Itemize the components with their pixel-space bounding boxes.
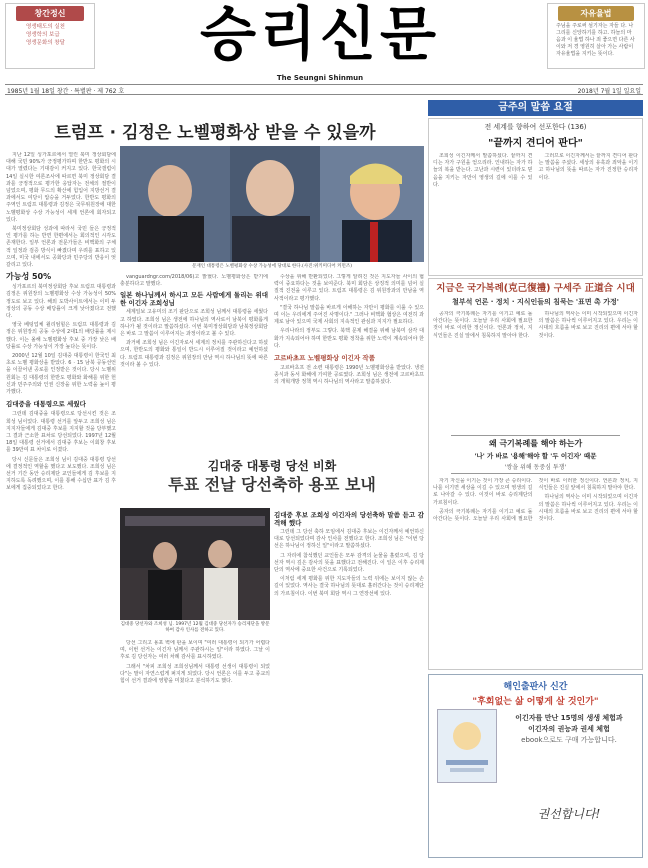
article-column-3	[274, 274, 424, 454]
creed-line-3: 영생문화의 창달	[26, 40, 65, 46]
article-paragraph: 공자의 극기복례는 자기를 이기고 예로 돌아간다는 뜻이다. 오늘날 우리 사회에 필요한 것이 바로 이러한 정신이다. 언론과 정치, 지식인들은 진실 앞에서 침묵하지 말아야 한다.	[433, 478, 638, 523]
article-paragraph: 공자의 극기복례는 자기를 이기고 예로 돌아간다는 뜻이다. 오늘날 우리 사회에 필요한 것이 바로 이러한 정신이다. 언론과 정치, 지식인들은 진실 앞에서 침묵하지 말아야 한다.	[433, 311, 533, 339]
summit-leaders-photo	[120, 146, 424, 262]
freedom-law-heading: 자유율법	[558, 6, 634, 21]
article-paragraph: 그 자리에 참석했던 교인들은 모두 감격의 눈물을 흘렸으며, 김 당선자 역시 깊은 감사의 뜻을 표했다고 전해진다. 이 일은 이후 승리제단의 역사에 중요한 사건으로 기록되었다.	[274, 552, 424, 574]
subheading-gorbachev: 고르바초프 노벨평화상 이긴자 작품	[274, 354, 375, 363]
ad-title: "후회없는 삶 어떻게 살 것인가"	[472, 697, 599, 707]
restraint-subtitle: 철부석 언론 · 정치 · 지식인들의 침묵는 '표면 촉 가정'	[452, 298, 619, 306]
article-paragraph: 싱가포르의 북미정상회담 후보 트럼프 대통령과 김정은 위원장의 노벨평화상 수상 가능성이 50% 정도로 보고 있다. 해외 도박사이트에서는 이미 두 정상의 공동 수상 배당률이 크게 낮아졌다고 전했다.	[6, 284, 116, 320]
leaders-photo-image	[120, 146, 424, 262]
subheading-congrats: 김대중 후보 조희성 이긴자의 당선축하 말씀 듣고 감격해 했다	[274, 511, 424, 527]
article-column-2-lower	[120, 640, 270, 852]
main-headline: 트럼프 · 김정은 노벨평화상 받을 수 있을까	[54, 123, 376, 143]
dj-photo-caption: 김대중 당선자와 조희성 님. 1997년 12월 김대중 당선자가 승리제단을 방문하여 감사 인사를 전하고 있다.	[120, 622, 270, 633]
issue-info: 1985년 1월 18일 창간 · 특별판 · 제 762 호	[7, 88, 125, 95]
article-paragraph: 영국 베팅업체 윌리엄힐은 트럼프 대통령과 김정은 위원장의 공동 수상에 2대1의 배당률을 제시했다. 이는 올해 노벨평화상 후보 중 가장 낮은 배당률로 수상 가능성이 가장 높다는 뜻이다.	[6, 322, 116, 350]
book-cover	[437, 709, 497, 783]
restraint-text-lower	[429, 478, 642, 638]
weekly-word-text	[429, 153, 642, 273]
book-advertisement	[428, 674, 643, 858]
article-paragraph: 수상을 위해 반환되었다. 그렇게 알려진 것은 지도자들 사이의 협력이 중요하다는 것을 보여준다. 북미 회담은 상징적 의미를 넘어 실질적 진전을 이루고 있다. 트럼프 대통령은 김 위원장과의 만남을 역사적이라고 평가했다.	[274, 274, 424, 302]
restraint-title: 지금은 국가복례(克己復禮) 구세주 正道合 시대	[436, 283, 635, 294]
article-paragraph: 과거에 조희성 님은 이긴자로서 세계의 정치를 주관하신다고 하셨으며, 한반도의 평화와 통일이 반드시 이루어질 것이라고 예언하셨다. 트럼프 대통령과 김정은 위원장의 만남 역시 하나님의 뜻에 따른 것이라 볼 수 있다.	[120, 340, 268, 368]
article-paragraph: vanguardngr.com/2018/06)고 밝혔다. 노벨평화상은 받기에 충분하다고 말했다.	[120, 274, 268, 288]
ad-lines	[501, 713, 637, 746]
article-paragraph: 하나님의 역사는 이미 시작되었으며 이긴자의 말씀은 하나씩 이루어지고 있다. 우리는 이 시대의 흐름을 바로 보고 진리의 편에 서야 할 것이다.	[538, 311, 638, 339]
dj-victor-photo	[120, 508, 270, 620]
article-paragraph: 세계일보 고유미의 조기 판단으로 조희성 님께서 대통령을 세웠다고 하였다. 조희성 님은 생전에 하나님의 역사로서 남북이 평화롭게 하나가 될 것이라고 말씀하셨다. 이번 북미정상회담과 남북정상회담은 바로 그 말씀이 이루어지는 과정이라고 볼 수 있다.	[120, 309, 268, 338]
article-paragraph: 당시 신문들은 조희성 님이 김대중 대통령 당선에 결정적인 역할을 했다고 보도했다. 조희성 님은 선거 기간 동안 승리제단 교인들에게 김 후보를 지지하도록 독려했으며, 이를 통해 수십만 표가 김 후보에게 집중되었다고 한다.	[6, 456, 116, 492]
creed-box	[5, 3, 95, 69]
article-paragraph: 자기 자신을 이기는 것이 가장 큰 승리이다. 나를 이기면 세상을 이길 수 있으며 영생의 길로 나아갈 수 있다. 이것이 바로 승리제단의 가르침이다.	[433, 478, 533, 506]
article-column-2	[120, 274, 268, 454]
restraint-article-box	[428, 278, 643, 670]
book-cover-image	[438, 710, 496, 782]
lower-headline-2: 투표 전날 당선축하 용포 보내	[168, 475, 376, 494]
ad-heading: 해인출판사 신간	[503, 682, 568, 692]
article-paragraph: 그런데 김대중을 대통령으로 당선시킨 것은 조희성 님이었다. 대통령 선거를 앞두고 조희성 님은 지지자들에게 김대중 후보를 지지할 것을 당부했고 그 결과 근소한 표차로 당선되었다. 1997년 12월 18일 대통령 선거에서 김대중 후보는 이회창 후보를 39만여 표 차이로 이겼다.	[6, 411, 116, 454]
freedom-law-text: 주님을 주로써 섬기자는 자들 다. 나그리를 신앙하기를 하고. 하늘의 마음과 이 율법 하나 죄 좋으면 다른 사이와 저 경 영원히 살아 가는 사람이 자유율법을 지키는 뜻이다.	[556, 23, 635, 57]
restraint-text	[429, 311, 642, 431]
article-paragraph: 우리나라의 정부도 그렇다. 북핵 문제 해결을 위해 남북미 삼각 대화가 지속되어야 하며 한반도 평화 정착을 위한 노력이 계속되어야 한다.	[274, 328, 424, 349]
ad-line-2: 이긴자의 권능과 권세 체험	[528, 725, 610, 733]
article-paragraph: 그래서 "차피 조희성 조희성님께서 대통령 선생이 대통령이 되었다"는 말이 자연스럽게 퍼지게 되었다. 당시 언론은 이를 두고 종교의 힘이 선거 결과에 영향을 미쳤다고 분석하기도 했다.	[120, 663, 270, 685]
article-paragraph: 조희성 이긴자께서 말씀하셨다. 끝까지 견디는 자가 구원을 얻으리라. 인내하는 자가 하늘의 복을 받는다. 고난과 시련이 있더라도 믿음을 지키는 자만이 영생의 길에 이를 수 있다.	[433, 153, 533, 188]
dj-victor-photo-image	[120, 508, 270, 620]
article-paragraph: 그러므로 이긴자께서는 끝까지 견디어 판다는 말씀을 주셨다. 세상의 유혹과 죄악을 이기고 하나님의 뜻을 따르는 자가 진정한 승리자이다.	[538, 153, 638, 181]
article-column-3-lower	[274, 508, 424, 852]
article-paragraph: 당선 그리고 용포 벽에 판을 보이며 "여러 대통령이 되기가 어렵다며, 이번 선거는 이긴자 님께서 주관하시는 일"이라 하였다. 그날 이후로 김 당선자는 여러 차례 감사를 표시하였다.	[120, 640, 270, 661]
creed-line-1: 영생태도의 실천	[26, 24, 65, 30]
article-paragraph: 하나님의 역사는 이미 시작되었으며 이긴자의 말씀은 하나씩 이루어지고 있다. 우리는 이 시대의 흐름을 바로 보고 진리의 편에 서야 할 것이다.	[538, 494, 638, 523]
ad-tagline: 권선합니다!	[537, 807, 601, 821]
article-paragraph: 2000년 12월 10일 김대중 대통령이 한국인 최초로 노벨 평화상을 받았다. 6 · 15 남북 공동선언을 이끌어낸 공로를 인정받은 것이다. 당시 노벨위원회는 김 대통령의 한반도 평화와 화해를 위한 헌신과 민주주의와 인권 신장을 위한 노력을 높이 평가했다.	[6, 353, 116, 396]
article-paragraph: "결국 하나님 말씀을 바르게 이해하는 자만이 평화를 이룰 수 있으며 이는 우리에게 주어진 사명이다." 그러나 비핵화 협상은 여전히 과제로 남아 있으며 국제 사회의 지속적인 관심과 지지가 필요하다.	[274, 304, 424, 326]
subheading-victor: 일본 하나님께서 하시고 모든 사람에게 돌리는 위대한 이긴자 조희성님	[120, 291, 268, 308]
lower-headline-1: 김대중 대통령 당선 비화	[207, 459, 337, 473]
newspaper-subtitle: The Seungni Shinmun	[276, 74, 364, 82]
subheading-dj-president: 김대중을 대통령으로 세웠다	[6, 400, 86, 409]
proclamation-title: "끝까지 견디어 판다"	[488, 138, 583, 149]
creed-lines	[6, 21, 94, 49]
article-paragraph: 그런데 그 당선 축하 모임에서 김대중 후보는 이긴자께서 예언하신 대로 당선되었다며 감사 인사를 전했다고 한다. 조희성 님은 "이번 당선은 하나님이 정하신 일"이라고 말씀하셨다.	[274, 529, 424, 550]
inset-title: 왜 극기복례를 해야 하는가	[488, 439, 583, 448]
newspaper-title: 승리신문	[199, 0, 441, 68]
article-paragraph: 이처럼 세계 평화를 위한 지도자들의 노력 뒤에는 보이지 않는 손길이 있었다. 역사는 결국 하나님의 뜻대로 흘러간다는 것이 승리제단의 가르침이다. 이번 북미 회담 역시 그 연장선에 있다.	[274, 576, 424, 597]
inset-box	[451, 435, 620, 474]
proclamation-line: 전 세계를 향하여 선포한다 (136)	[484, 123, 587, 131]
weekly-word-box	[428, 118, 643, 276]
freedom-law-box	[547, 3, 645, 69]
inset-subtitle: '나' 가 바로 '용해'해야 할 '두 이긴자' 때문	[474, 452, 597, 460]
issue-info-bar	[5, 84, 643, 95]
inset-side-label: '쌍을 위해 동중심 투쟁'	[504, 464, 567, 471]
article-paragraph: 북미정상회담 성과에 따라서 국민 들은 긍정적인 평가를 하는 반면 한편에서는 회의적인 시각도 존재한다. 일부 언론과 전문가들은 비핵화의 구체적 일정과 검증 방식이 빠졌다며 우려를 표하고 있으며, 미국 내에서도 공화당과 민주당의 반응이 엇갈리고 있다.	[6, 226, 116, 269]
article-paragraph: 고르바초프 전 소련 대통령은 1990년 노벨평화상을 받았다. 냉전 종식과 동서 화해에 기여한 공로였다. 조희성 님은 생전에 고르바초프의 개혁개방 정책 역시 하나님의 역사라고 말씀하셨다.	[274, 365, 424, 386]
creed-heading: 창간정신	[16, 6, 84, 21]
article-column-1	[6, 152, 116, 852]
creed-line-2: 영생학의 보급	[26, 32, 60, 38]
issue-date: 2018년 7월 1일 일요일	[577, 88, 641, 95]
ad-line-3: ebook으로도 구매 가능합니다.	[521, 736, 617, 744]
summit-photo-caption: 문재인 대통령은 노벨평화상 수상 가능성에 당대로 한다.(사진:위키미디어 커먼즈)	[192, 264, 352, 269]
subheading-possibility: 가능성 50%	[6, 272, 52, 282]
weekly-word-header: 금주의 말씀 요절	[428, 100, 643, 116]
ad-line-1: 이긴자를 만난 15명의 생생 체험과	[515, 714, 623, 722]
lower-headline-block	[120, 458, 424, 502]
article-paragraph: 지난 12일 싱가포르에서 열린 북미 정상회담에 대해 국민 90%가 긍정평가하며 한반도 평화의 시대가 열렸다는 기대감이 커지고 있다. 한국갤럽이 14일 실시한 여론조사에 따르면 북미 정상회담 결과를 긍정적으로 평가한 응답자는 전체의 절반이 넘었으며, 평화 무드의 확산에 힘입어 지방선거 결과에서도 여당이 압승을 거두었다. 한반도 평화의 주역인 트럼프 대통령과 김정은 국무위원장에 대한 노벨평화상 수상 가능성이 세계 언론에 회자되고 있다.	[6, 152, 116, 223]
